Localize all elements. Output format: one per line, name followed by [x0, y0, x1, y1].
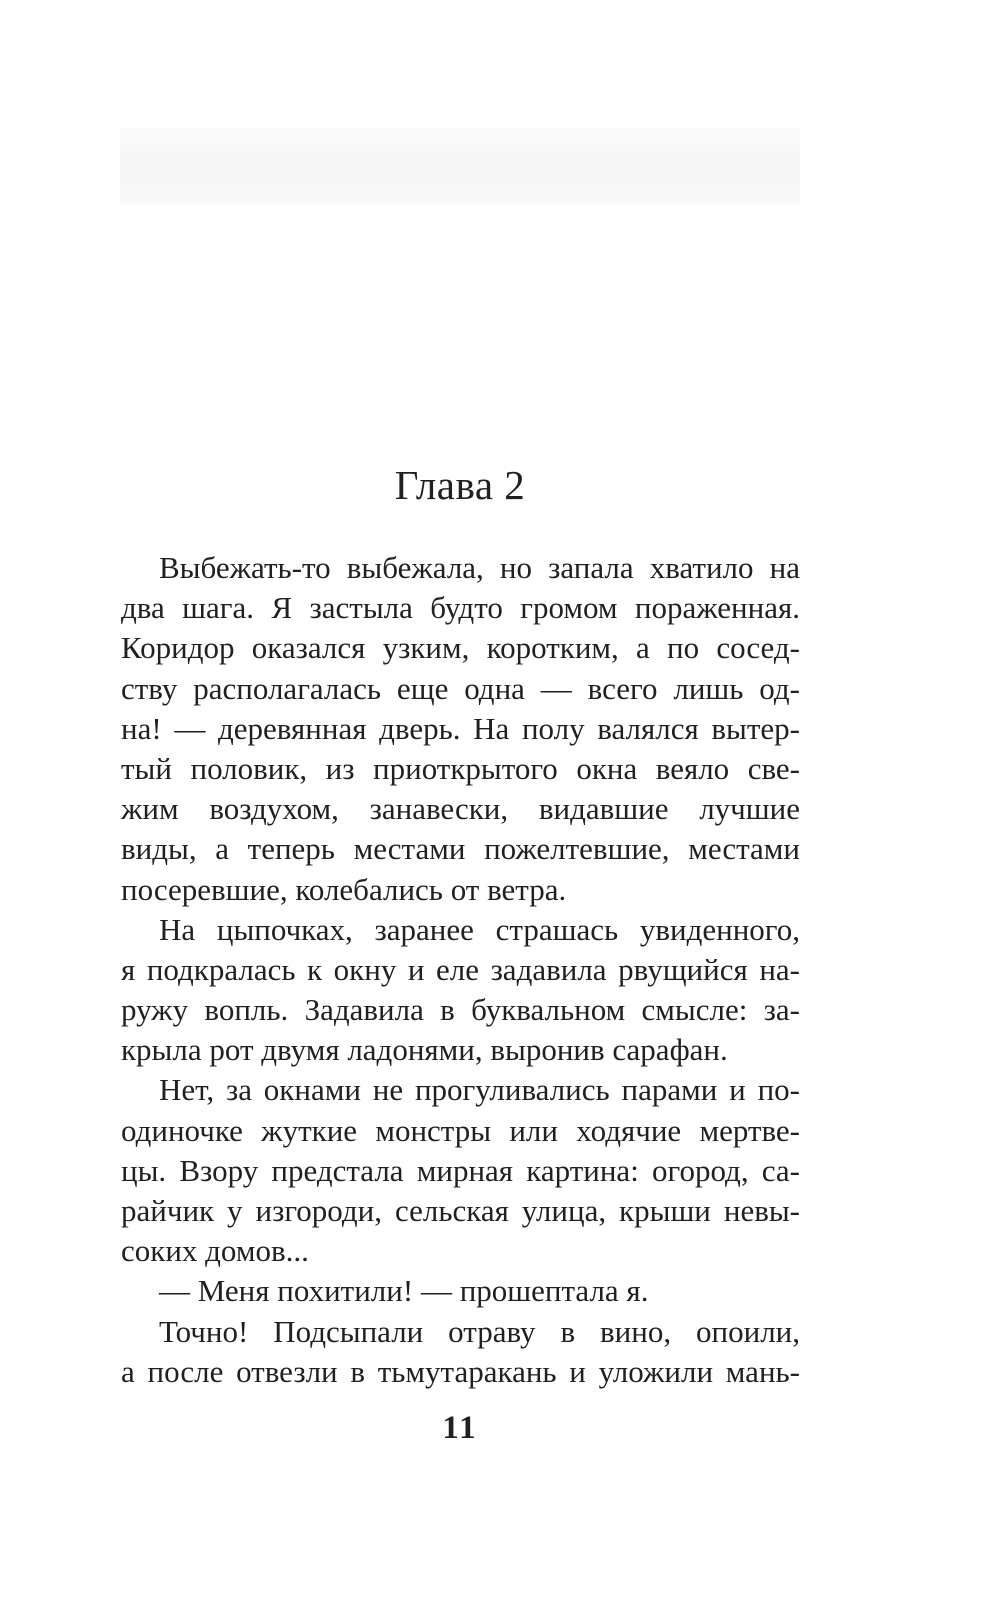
text-line: тый половик, из приоткрытого окна веяло све-	[121, 750, 800, 786]
text-line: Точно! Подсыпали отраву в вино, опоили,	[159, 1313, 800, 1349]
text-line: — Меня похитили! — прошептала я.	[159, 1273, 649, 1309]
body-text	[121, 548, 800, 1392]
text-line: Нет, за окнами не прогуливались парами и по-	[159, 1072, 800, 1108]
header-strip	[120, 128, 800, 204]
text-line: крыла рот двумя ладонями, выронив сарафан.	[121, 1032, 728, 1068]
text-line: цы. Взору предстала мирная картина: огород, са-	[121, 1152, 800, 1188]
page-number: 11	[442, 1410, 478, 1446]
text-line: Коридор оказался узким, коротким, а по сосед-	[121, 630, 800, 666]
text-line: соких домов...	[121, 1233, 309, 1269]
text-line: виды, а теперь местами пожелтевшие, местами	[121, 831, 800, 867]
text-line: я подкралась к окну и еле задавила рвущийся на-	[121, 951, 800, 987]
text-line: а после отвезли в тьмутаракань и уложили мань-	[121, 1353, 800, 1389]
text-line: ству располагалась еще одна — всего лишь од-	[121, 670, 800, 706]
text-line: на! — деревянная дверь. На полу валялся вытер-	[121, 710, 800, 746]
chapter-title: Глава 2	[394, 462, 526, 508]
text-line: райчик у изгороди, сельская улица, крыши невы-	[121, 1193, 800, 1228]
text-line: ружу вопль. Задавила в буквальном смысле: за-	[121, 992, 800, 1028]
text-line: Выбежать-то выбежала, но запала хватило на	[159, 550, 800, 585]
text-line: одиночке жуткие монстры или ходячие мертве-	[121, 1112, 800, 1148]
text-line: два шага. Я застыла будто громом пораженная.	[121, 590, 800, 626]
text-line: жим воздухом, занавески, видавшие лучшие	[121, 791, 800, 827]
text-line: На цыпочках, заранее страшась увиденного,	[159, 911, 800, 947]
text-line: посеревшие, колебались от ветра.	[121, 871, 567, 907]
